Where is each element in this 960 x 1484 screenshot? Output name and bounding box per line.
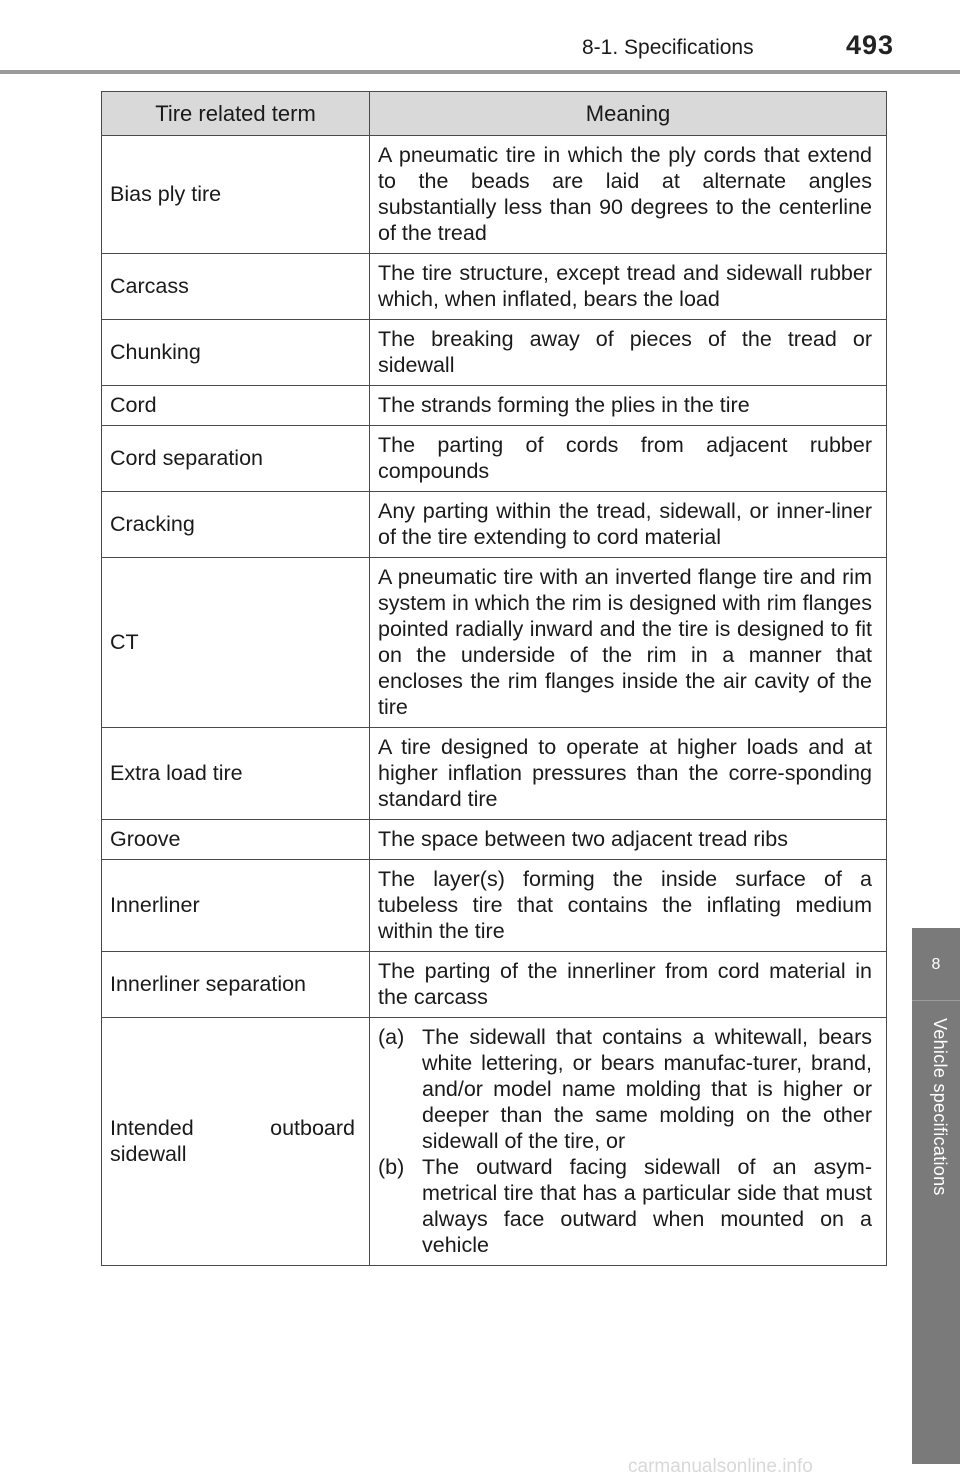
table-row <box>102 558 887 728</box>
meaning-cell: A pneumatic tire with an inverted flange tire and rim system in which the rim is designed with rim flanges pointed radially inward and the tire is designed to fit on the underside of the rim in a manner that encloses the rim flanges inside the air cavity of the tire <box>370 558 887 728</box>
header-divider <box>0 70 960 74</box>
meaning-cell: The parting of cords from adjacent rubber compounds <box>370 426 887 492</box>
meaning-cell: The layer(s) forming the inside surface of a tubeless tire that contains the inflating medium within the tire <box>370 860 887 952</box>
table-row <box>102 386 887 426</box>
term-cell: Groove <box>102 820 370 860</box>
term-cell: Innerliner separation <box>102 952 370 1018</box>
chapter-number: 8 <box>931 956 941 973</box>
table-row <box>102 952 887 1018</box>
table-row <box>102 820 887 860</box>
table-row <box>102 728 887 820</box>
meaning-subitem <box>378 1154 872 1258</box>
section-title: 8-1. Specifications <box>582 36 754 59</box>
page-number: 493 <box>846 30 895 60</box>
chapter-tab <box>912 928 960 1464</box>
table-row <box>102 320 887 386</box>
term-cell: Innerliner <box>102 860 370 952</box>
chapter-label: Vehicle specifications <box>930 1018 950 1196</box>
term-text: Intended outboard sidewall <box>110 1116 355 1166</box>
column-header-meaning: Meaning <box>370 92 887 136</box>
term-cell: Carcass <box>102 254 370 320</box>
term-cell: Extra load tire <box>102 728 370 820</box>
meaning-cell: The space between two adjacent tread ribs <box>370 820 887 860</box>
table-row <box>102 1018 887 1266</box>
table-row <box>102 254 887 320</box>
term-cell: Cracking <box>102 492 370 558</box>
tire-terms-table <box>101 91 887 1266</box>
subitem-label: (b) <box>378 1155 405 1179</box>
meaning-cell: The parting of the innerliner from cord material in the carcass <box>370 952 887 1018</box>
meaning-cell: Any parting within the tread, sidewall, or inner-liner of the tire extending to cord material <box>370 492 887 558</box>
term-cell: CT <box>102 558 370 728</box>
term-cell: Cord <box>102 386 370 426</box>
table-header-row <box>102 92 887 136</box>
meaning-cell: The breaking away of pieces of the tread or sidewall <box>370 320 887 386</box>
table-row <box>102 136 887 254</box>
column-header-term: Tire related term <box>102 92 370 136</box>
subitem-label: (a) <box>378 1025 405 1049</box>
table-row <box>102 426 887 492</box>
term-cell: Chunking <box>102 320 370 386</box>
meaning-subitem <box>378 1024 872 1154</box>
table-row <box>102 860 887 952</box>
chapter-tab-divider <box>912 1000 960 1001</box>
term-cell: Cord separation <box>102 426 370 492</box>
meaning-cell <box>370 1018 887 1266</box>
meaning-cell: The tire structure, except tread and sidewall rubber which, when inflated, bears the load <box>370 254 887 320</box>
meaning-cell: A pneumatic tire in which the ply cords that extend to the beads are laid at alternate angles substantially less than 90 degrees to the centerline of the tread <box>370 136 887 254</box>
term-cell: Bias ply tire <box>102 136 370 254</box>
watermark: carmanualsonline.info <box>628 1456 813 1477</box>
subitem-text: The sidewall that contains a whitewall, bears white lettering, or bears manufac-turer, brand, and/or model name molding that is higher or deeper than the same molding on the other sidewall of the tire, or <box>422 1025 872 1153</box>
meaning-cell: A tire designed to operate at higher loads and at higher inflation pressures than the corre-sponding standard tire <box>370 728 887 820</box>
table-row <box>102 492 887 558</box>
term-cell <box>102 1018 370 1266</box>
subitem-text: The outward facing sidewall of an asym-metrical tire that has a particular side that must always face outward when mounted on a vehicle <box>422 1155 872 1257</box>
meaning-cell: The strands forming the plies in the tire <box>370 386 887 426</box>
